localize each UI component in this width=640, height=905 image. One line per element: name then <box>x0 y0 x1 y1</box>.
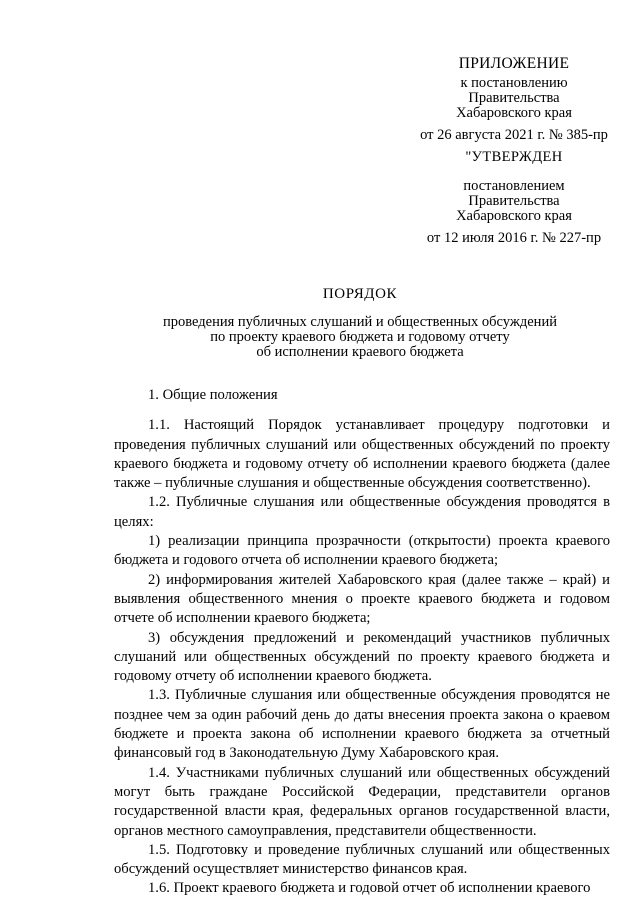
appendix-line: к постановлению <box>460 75 568 91</box>
paragraph: 1.4. Участниками публичных слушаний или общественных обсуждений могут быть граждане Российской Федерации, представители органов государственной власти края, федеральных органов государственной власти, органов местного самоуправления, представители общественности. <box>114 764 610 839</box>
document-body <box>114 386 610 899</box>
approved-heading: "УТВЕРЖДЕН <box>465 149 563 165</box>
document-subtitle-line: об исполнении краевого бюджета <box>256 344 464 360</box>
approved-line: постановлением <box>463 178 565 194</box>
document-title: ПОРЯДОК <box>322 286 398 302</box>
approved-line: Хабаровского края <box>456 208 572 224</box>
paragraph: 3) обсуждения предложений и рекомендаций участников публичных слушаний или общественных обсуждений по проекту краевого бюджета и годовому отчету об исполнении краевого бюджета. <box>114 629 610 685</box>
document-subtitle-line: по проекту краевого бюджета и годовому отчету <box>210 329 510 345</box>
paragraph: 1.6. Проект краевого бюджета и годовой отчет об исполнении краевого <box>148 880 591 897</box>
appendix-line: Правительства <box>468 90 560 106</box>
appendix-block <box>394 56 634 246</box>
approved-date-line: от 12 июля 2016 г. № 227-пр <box>426 230 602 246</box>
paragraph: 1.3. Публичные слушания или общественные обсуждения проводятся не позднее чем за один рабочий день до даты внесения проекта закона о краевом бюджете и проекта закона об исполнении краевого бюджета за отчетный финансовый год в Законодательную Думу Хабаровского края. <box>114 687 610 762</box>
paragraph: 2) информирования жителей Хабаровского края (далее также – край) и выявления общественного мнения о проекте краевого бюджета и годовом отчете об исполнении краевого бюджета; <box>114 571 610 627</box>
paragraph: 1.1. Настоящий Порядок устанавливает процедуру подготовки и проведения публичных слушаний или общественных обсуждений по проекту краевого бюджета и годовому отчету об исполнении краевого бюджета (далее также – публичные слушания и общественные обсуждения соответственно). <box>114 417 610 492</box>
paragraph: 1.5. Подготовку и проведение публичных слушаний или общественных обсуждений осуществляет министерство финансов края. <box>114 841 610 878</box>
document-subtitle-line: проведения публичных слушаний и общественных обсуждений <box>163 314 557 330</box>
appendix-heading: ПРИЛОЖЕНИЕ <box>458 55 570 72</box>
paragraph: 1) реализации принципа прозрачности (открытости) проекта краевого бюджета и годового отчета об исполнении краевого бюджета; <box>114 533 610 569</box>
paragraph: 1.2. Публичные слушания или общественные обсуждения проводятся в целях: <box>114 494 610 530</box>
document-title-block <box>130 287 590 360</box>
appendix-date-line: от 26 августа 2021 г. № 385-пр <box>420 127 608 143</box>
section-heading: 1. Общие положения <box>148 387 278 403</box>
approved-line: Правительства <box>468 193 560 209</box>
appendix-line: Хабаровского края <box>456 105 572 121</box>
